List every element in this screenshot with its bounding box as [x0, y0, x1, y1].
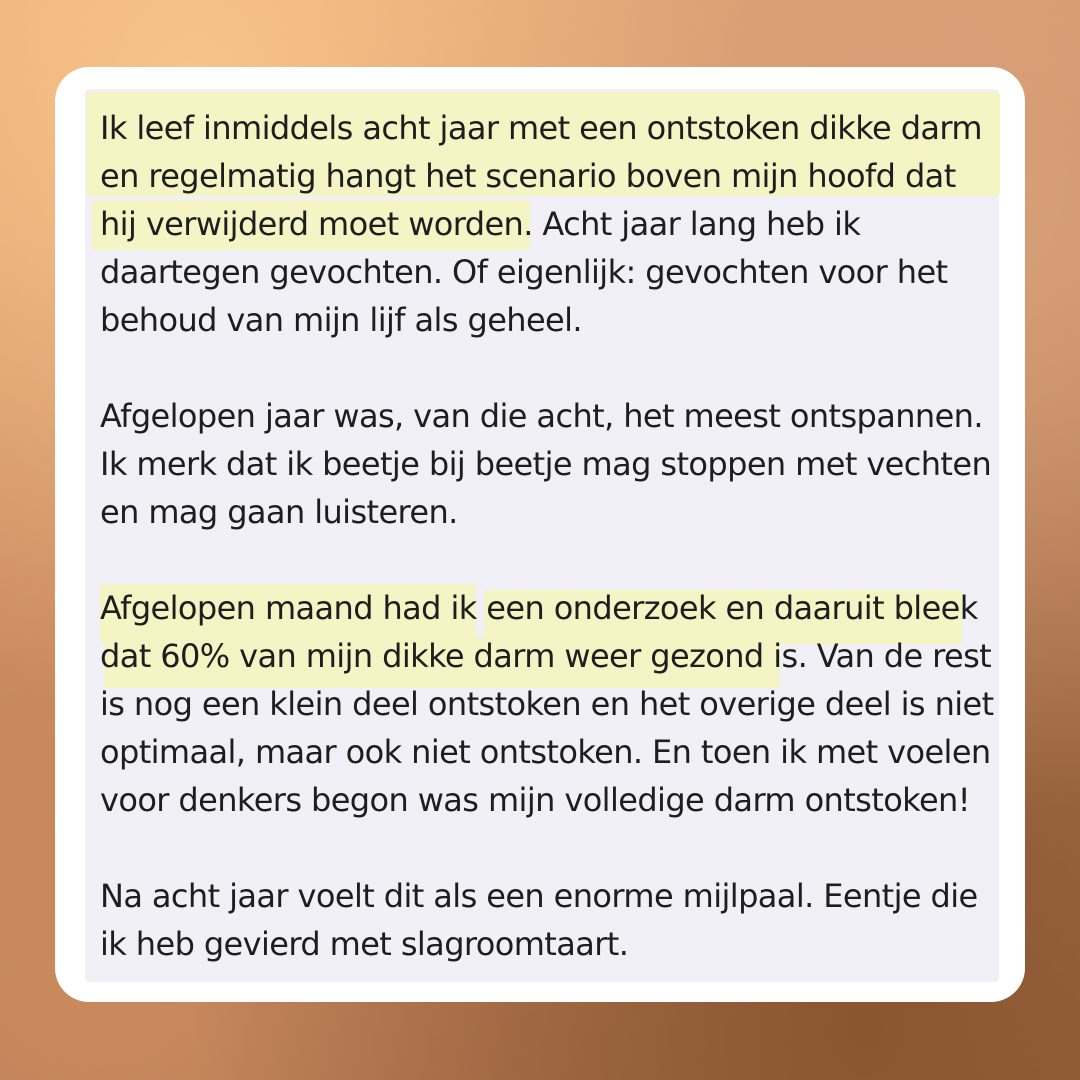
text-line: is nog een klein deel ontstoken en het overige deel is niet [100, 685, 994, 723]
text-line: ik heb gevierd met slagroomtaart. [100, 925, 629, 963]
paragraph [100, 104, 1030, 344]
paragraph-gap [100, 536, 1030, 584]
text-line: voor denkers begon was mijn volledige darm ontstoken! [100, 781, 970, 819]
paragraph [100, 872, 1030, 968]
text-line: Afgelopen jaar was, van die acht, het meest ontspannen. [100, 397, 983, 435]
paragraph [100, 584, 1030, 824]
paragraph-gap [100, 344, 1030, 392]
text-line: Ik leef inmiddels acht jaar met een ontstoken dikke darm [100, 109, 982, 147]
paragraph [100, 392, 1030, 536]
text-line: Ik merk dat ik beetje bij beetje mag stoppen met vechten [100, 445, 992, 483]
paragraph-gap [100, 824, 1030, 872]
body-text [100, 104, 1030, 968]
text-line: en regelmatig hangt het scenario boven mijn hoofd dat [100, 157, 956, 195]
text-line: Na acht jaar voelt dit als een enorme mijlpaal. Eentje die [100, 877, 978, 915]
text-line: daartegen gevochten. Of eigenlijk: gevochten voor het [100, 253, 948, 291]
text-line: optimaal, maar ook niet ontstoken. En toen ik met voelen [100, 733, 991, 771]
text-line: behoud van mijn lijf als geheel. [100, 301, 583, 339]
text-line: Afgelopen maand had ik een onderzoek en daaruit bleek [100, 589, 978, 627]
text-line: hij verwijderd moet worden. Acht jaar lang heb ik [100, 205, 861, 243]
text-line: dat 60% van mijn dikke darm weer gezond is. Van de rest [100, 637, 992, 675]
text-line: en mag gaan luisteren. [100, 493, 458, 531]
